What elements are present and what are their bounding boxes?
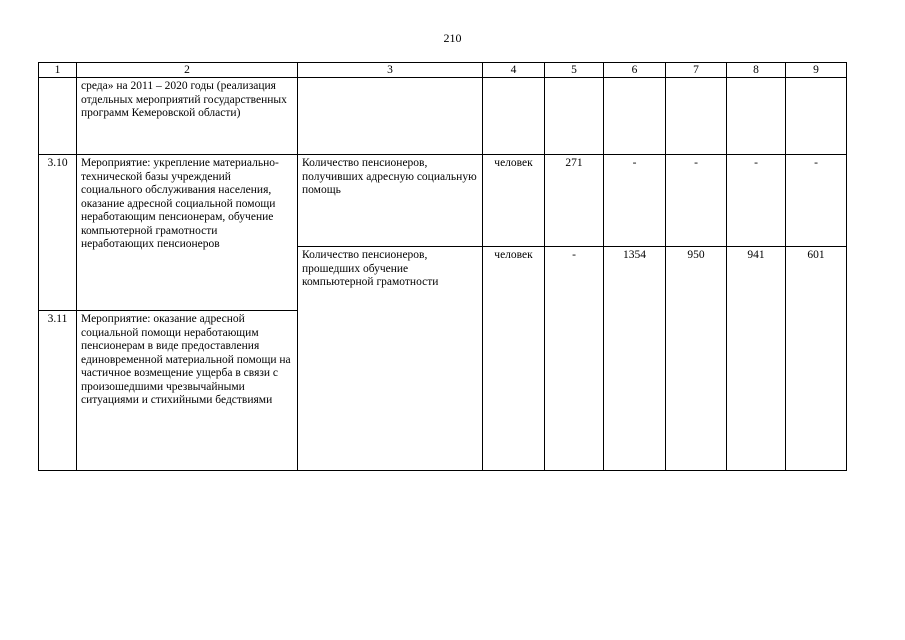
- indicator-value: 601: [786, 247, 847, 471]
- measure-description: Мероприятие: оказание адресной социальной помощи неработающим пенсионерам в виде предоставления единовременной материальной помощи на частичное возмещение ущерба в связи с произошедшими чрезвычайными ситуациями и стихийными бедствиями: [77, 311, 298, 471]
- indicator-name: Количество пенсионеров, получивших адресную социальную помощь: [298, 155, 483, 247]
- measure-description: Мероприятие: укрепление материально-технической базы учреждений социального обслуживания населения, оказание адресной социальной помощи неработающим пенсионерам, обучение компьютерной грамотности неработающих пенсионеров: [77, 155, 298, 311]
- table-header-row: [39, 63, 847, 78]
- column-header: 8: [727, 63, 786, 78]
- column-header: 5: [545, 63, 604, 78]
- indicator-value: 950: [666, 247, 727, 471]
- indicator-value: 941: [727, 247, 786, 471]
- indicator-name: Количество пенсионеров, прошедших обучение компьютерной грамотности: [298, 247, 483, 471]
- indicator-unit: человек: [483, 247, 545, 471]
- indicator-value: -: [727, 155, 786, 247]
- indicator-value: 271: [545, 155, 604, 247]
- indicator-value: -: [786, 155, 847, 247]
- page-number: 210: [443, 31, 462, 45]
- indicator-value: -: [545, 247, 604, 471]
- row-number: 3.10: [39, 155, 77, 311]
- column-header: 2: [77, 63, 298, 78]
- table-row-continuation: [39, 78, 847, 155]
- row-number: 3.11: [39, 311, 77, 471]
- table-row-3-10-a: [39, 155, 847, 247]
- indicator-value: -: [666, 155, 727, 247]
- indicators-table: [38, 62, 847, 471]
- indicator-unit: человек: [483, 155, 545, 247]
- column-header: 9: [786, 63, 847, 78]
- continuation-text: среда» на 2011 – 2020 годы (реализация отдельных мероприятий государственных программ Кемеровской области): [77, 78, 298, 155]
- indicator-value: 1354: [604, 247, 666, 471]
- column-header: 6: [604, 63, 666, 78]
- column-header: 1: [39, 63, 77, 78]
- column-header: 3: [298, 63, 483, 78]
- column-header: 4: [483, 63, 545, 78]
- indicator-value: -: [604, 155, 666, 247]
- column-header: 7: [666, 63, 727, 78]
